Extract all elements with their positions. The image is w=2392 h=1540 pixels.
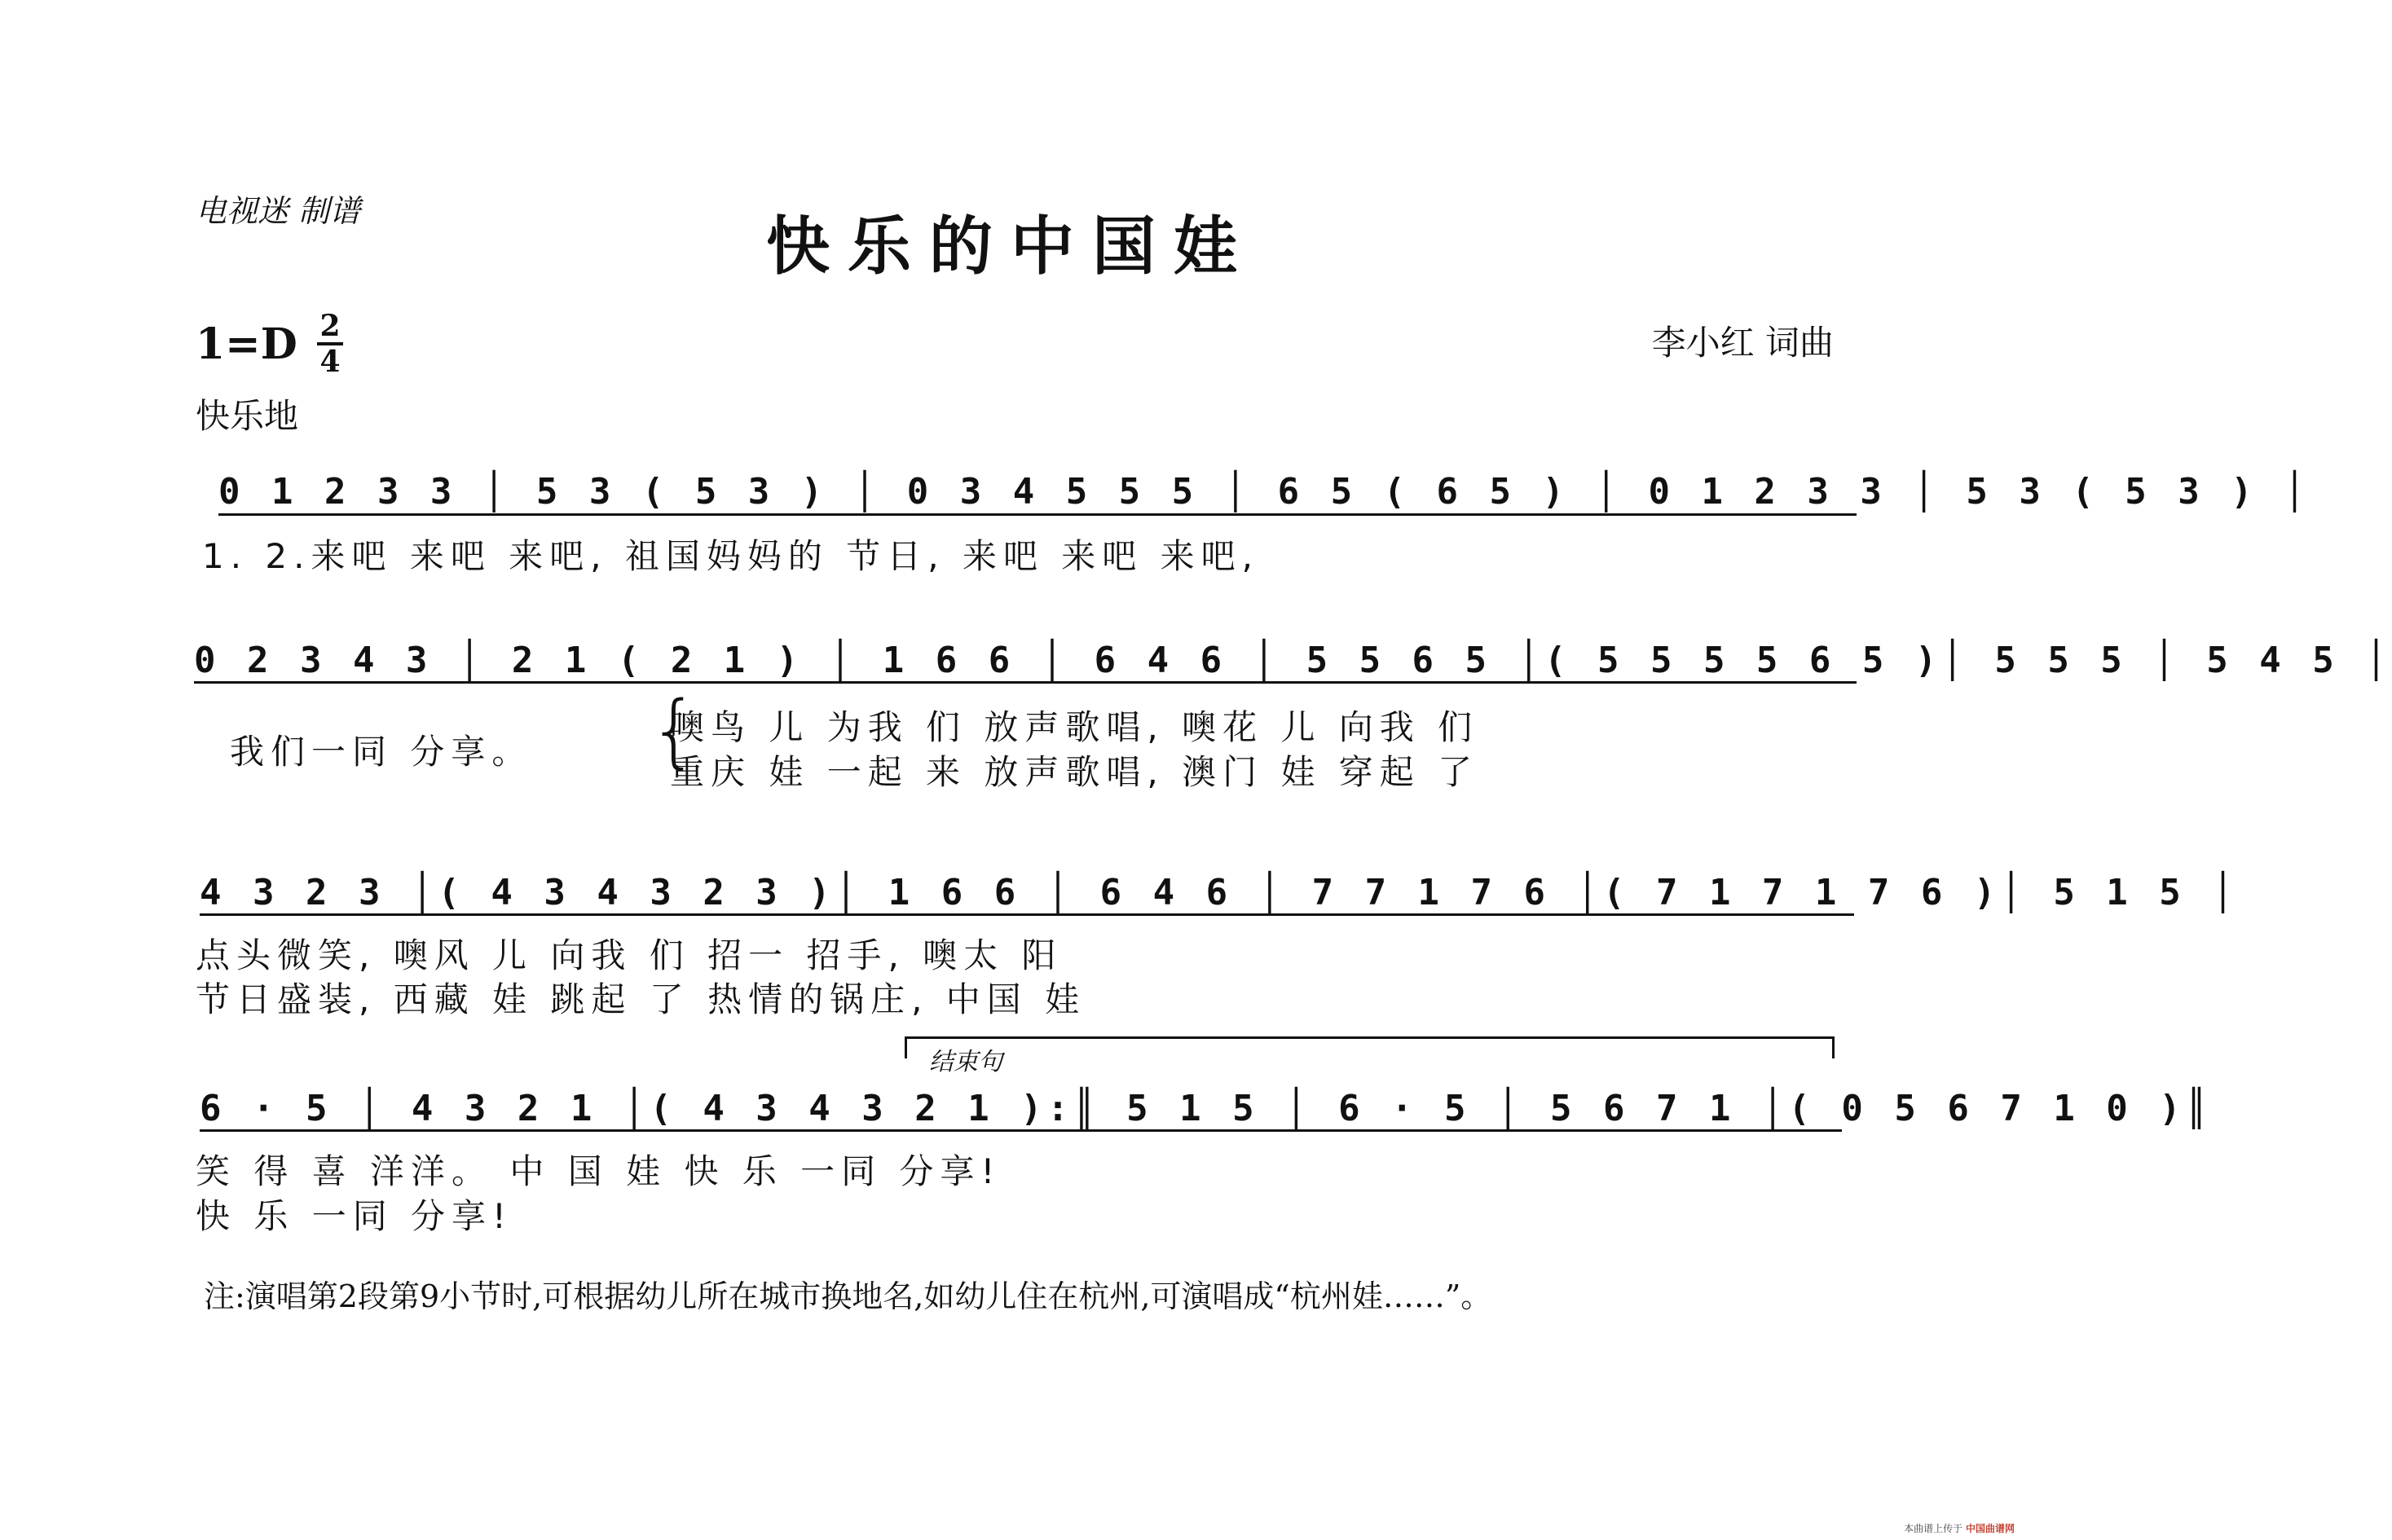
- arranger-credit: 电视迷 制谱: [196, 193, 361, 229]
- time-signature: [314, 309, 346, 379]
- lyrics-row-4-line-1: 笑 得 喜 洋洋。 中 国 娃 快 乐 一同 分享!: [196, 1151, 1002, 1191]
- underline-row-1: [218, 513, 1857, 516]
- underline-row-2: [194, 681, 1857, 684]
- lyrics-row-2-line-1: 我们一同 分享。: [230, 732, 533, 772]
- time-signature-numerator: 2: [319, 309, 341, 343]
- notation-row-3: 4 3 2 3 │( 4 3 4 3 2 3 )│ 1 6 6 │ 6 4 6 │ 7 7 1 7 6 │( 7 1 7 1 7 6 )│ 5 1 5 │: [200, 872, 2239, 913]
- time-signature-denominator: 4: [319, 345, 341, 379]
- footer-site: 中国曲谱网: [1965, 1523, 2015, 1534]
- ending-bracket: [905, 1036, 1835, 1058]
- lyrics-row-4-line-2: 快 乐 一同 分享!: [196, 1196, 513, 1236]
- notation-row-4: 6 · 5 │ 4 3 2 1 │( 4 3 4 3 2 1 ):║ 5 1 5 │ 6 · 5 │ 5 6 7 1 │( 0 5 6 7 1 0 )║: [200, 1088, 2213, 1129]
- composer-credit: 李小红 词曲: [1651, 323, 1834, 363]
- footer-prefix: 本曲谱上传于: [1904, 1523, 1963, 1534]
- performance-note: 注:演唱第2段第9小节时,可根据幼儿所在城市换地名,如幼儿住在杭州,可演唱成“杭州娃……”。: [204, 1278, 1492, 1314]
- lyrics-row-1-line-1: 1. 2.来吧 来吧 来吧, 祖国妈妈的 节日, 来吧 来吧 来吧,: [202, 536, 1260, 576]
- key-signature: 1=D: [196, 319, 297, 369]
- lyrics-row-3-line-2: 节日盛装, 西藏 娃 跳起 了 热情的锅庄, 中国 娃: [196, 979, 1086, 1019]
- underline-row-3: [200, 913, 1854, 916]
- notation-row-1: 0 1 2 3 3 │ 5 3 ( 5 3 ) │ 0 3 4 5 5 5 │ 6 5 ( 6 5 ) │ 0 1 2 3 3 │ 5 3 ( 5 3 ) │: [218, 471, 2311, 513]
- song-title: 快乐的中国娃: [765, 209, 1255, 284]
- lyrics-row-2-line-3: 重庆 娃 一起 来 放声歌唱, 澳门 娃 穿起 了: [670, 752, 1479, 792]
- upload-footer: [1904, 1521, 2015, 1535]
- tempo-marking: 快乐地: [196, 396, 299, 436]
- verse-brace: {: [649, 684, 700, 777]
- underline-row-4: [200, 1129, 1842, 1132]
- ending-label: 结束句: [929, 1048, 1002, 1076]
- lyrics-row-2-line-2: 噢鸟 儿 为我 们 放声歌唱, 噢花 儿 向我 们: [670, 707, 1479, 747]
- lyrics-row-3-line-1: 点头微笑, 噢风 儿 向我 们 招一 招手, 噢太 阳: [196, 935, 1063, 975]
- notation-row-2: 0 2 3 4 3 │ 2 1 ( 2 1 ) │ 1 6 6 │ 6 4 6 │ 5 5 6 5 │( 5 5 5 5 6 5 )│ 5 5 5 │ 5 4 5 │: [194, 640, 2392, 681]
